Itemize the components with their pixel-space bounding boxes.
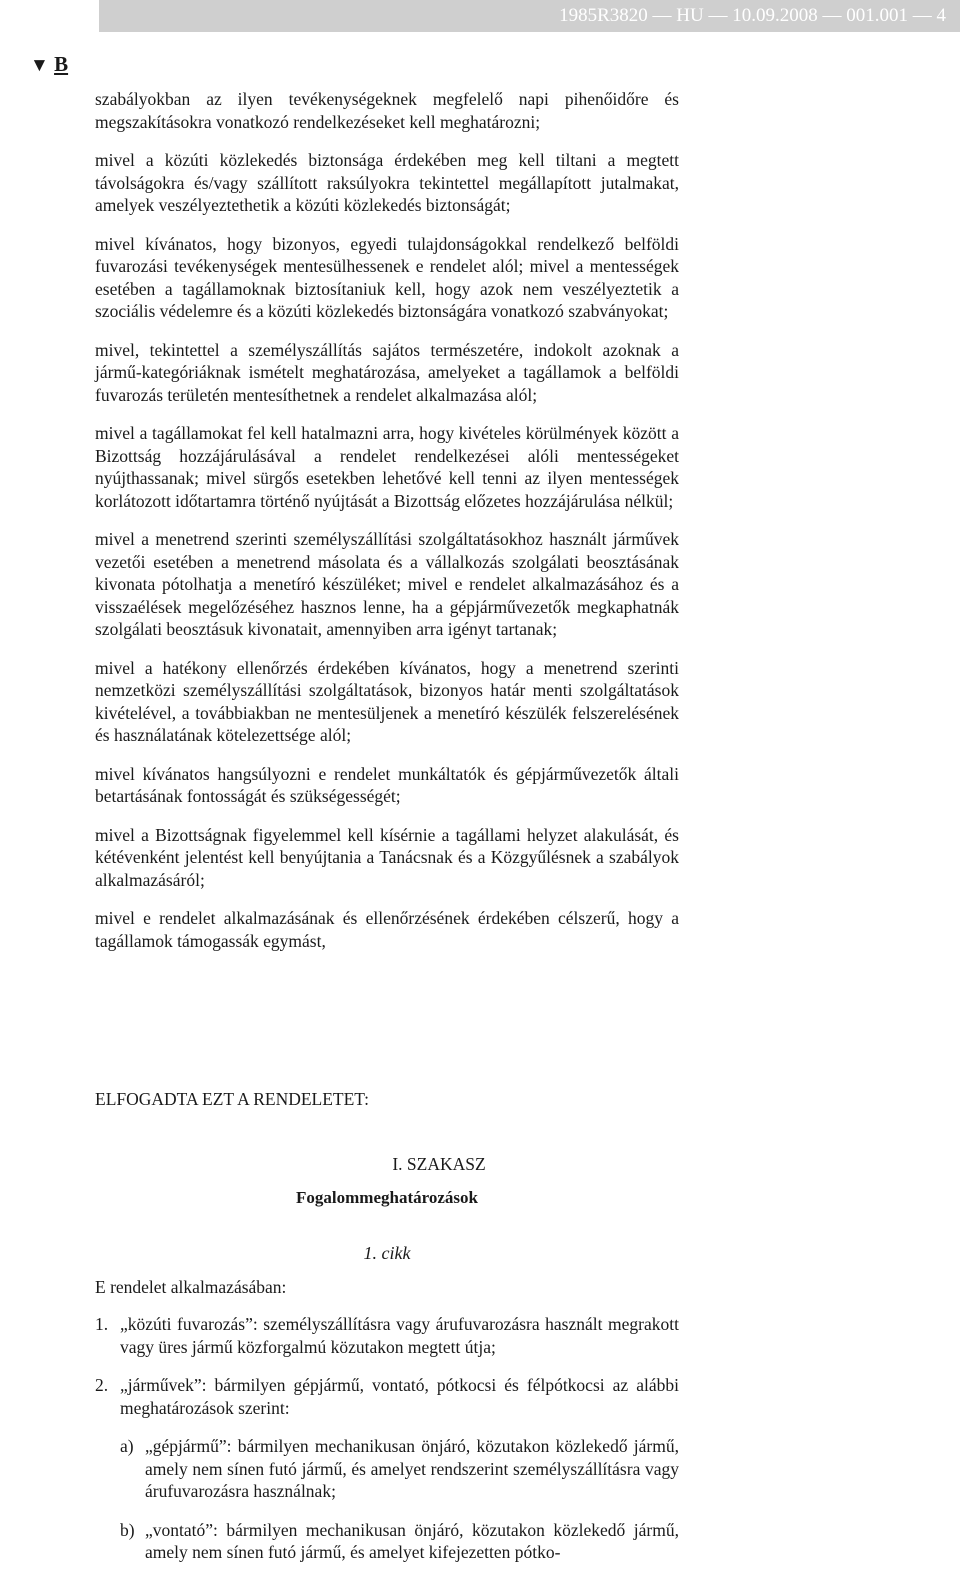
recital-paragraph: szabályokban az ilyen tevékenységeknek megfelelő napi pihenőidőre és megszakításokra vonatkozó rendelkezéseket kell meghatározni; (95, 89, 679, 132)
recital-paragraph: mivel a Bizottságnak figyelemmel kell kísérnie a tagállami helyzet alakulását, és kétévenként jelentést kell benyújtania a Tanácsnak és a Közgyűlésnek a szabályok alkalmazásáról; (95, 824, 679, 890)
recital-paragraph: mivel kívánatos hangsúlyozni e rendelet munkáltatók és gépjárművezetők általi betartásának fontosságát és szükségességét; (95, 763, 679, 806)
section-number: I. SZAKASZ (392, 1154, 486, 1174)
recital-paragraph: mivel a közúti közlekedés biztonsága érdekében meg kell tiltani a megtett távolságokra és/vagy szállított raksúlyokra tekintettel megállapított jutalmakat, amelyek veszélyeztethetik a közúti közlekedés biztonságát; (95, 150, 679, 215)
recital-paragraph: mivel a menetrend szerinti személyszállítási szolgáltatásokhoz használt járművek vezetői esetében a menetrend másolata és a vállalkozás szolgálati beosztásának kivonata pótolhatja a menetíró készüléket; mivel e rendelet alkalmazásához és a visszaélések megelőzéséhez hasznos lenne, ha a gépjárművezetők megkaphatnák szolgálati beosztásuk kivonatait, amennyiben arra igényt tartanak; (95, 529, 679, 639)
definition-text: „járművek”: bármilyen gépjármű, vontató, pótkocsi és félpótkocsi az alábbi meghatározások szerint: (120, 1375, 679, 1418)
subdefinition-item (95, 1519, 679, 1564)
recital-paragraph: mivel a tagállamokat fel kell hatalmazni arra, hogy kivételes körülmények között a Bizottság hozzájárulásával a rendelet rendelkezései alóli mentességeket nyújthassanak; mivel sürgős esetekben lehetővé kell tenni az ilyen mentességek korlátozott időtartamra történő nyújtását a Bizottság előzetes hozzájárulása nélkül; (95, 423, 679, 511)
triangle-down-icon: ▼ (30, 55, 49, 76)
subdefinition-text: „gépjármű”: bármilyen mechanikusan önjáró, közutakon közlekedő jármű, amely nem sínen futó jármű, és amelyet rendszerint személyszállításra vagy árufuvarozásra használnak; (145, 1436, 679, 1501)
recital-paragraph: mivel kívánatos, hogy bizonyos, egyedi tulajdonságokkal rendelkező belföldi fuvarozási tevékenységek mentesülhessenek e rendelet alól; mivel a mentességek esetében a tagállamoknak biztosítaniuk kell, hogy azok nem veszélyeztetik a szociális védelemre és a közúti közlekedés biztonságára vonatkozó szabványokat; (95, 233, 679, 321)
document-reference: 1985R3820 — HU — 10.09.2008 — 001.001 — 4 (559, 5, 946, 26)
recital-paragraph: mivel e rendelet alkalmazásának és ellenőrzésének érdekében célszerű, hogy a tagállamok támogassák egymást, (95, 908, 679, 951)
definitions-list (95, 1313, 679, 1580)
recital-paragraph: mivel, tekintettel a személyszállítás sajátos természetére, indokolt azoknak a jármű-kategóriáknak ismételt meghatározása, amelyeket a tagállamok a belföldi fuvarozás területén mentesíthetnek a rendelet alkalmazása alól; (95, 339, 679, 405)
definition-number: 1. (95, 1314, 109, 1334)
definition-item (95, 1313, 679, 1358)
document-header (99, 0, 960, 32)
definition-number: 2. (95, 1375, 109, 1395)
recital-paragraph: mivel a hatékony ellenőrzés érdekében kívánatos, hogy a menetrend szerinti nemzetközi személyszállítási szolgáltatások, bizonyos határ menti szolgáltatások kivételével, a továbbiakban ne mentesüljenek a menetíró készülék felszerelésének és használatának kötelezettsége alól; (95, 657, 679, 745)
subdefinition-item (95, 1435, 679, 1503)
subdefinition-letter: b) (120, 1519, 135, 1540)
amendment-marker (30, 52, 68, 78)
subdefinition-letter: a) (120, 1436, 134, 1456)
article-heading: 1. cikk (363, 1243, 411, 1263)
article-intro: E rendelet alkalmazásában: (95, 1277, 287, 1297)
marker-label: B (54, 52, 69, 76)
section-title: Fogalommeghatározások (296, 1188, 478, 1207)
adoption-statement: ELFOGADTA EZT A RENDELETET: (95, 1089, 369, 1109)
subdefinition-text: „vontató”: bármilyen mechanikusan önjáró, közutakon közlekedő jármű, amely nem sínen futó jármű, és amelyet kifejezetten pótko- (145, 1519, 679, 1562)
recitals (95, 88, 679, 968)
definition-item (95, 1374, 679, 1419)
definition-text: „közúti fuvarozás”: személyszállításra vagy árufuvarozásra használt megrakott vagy üres jármű közforgalmú közutakon megtett útja; (120, 1314, 679, 1357)
